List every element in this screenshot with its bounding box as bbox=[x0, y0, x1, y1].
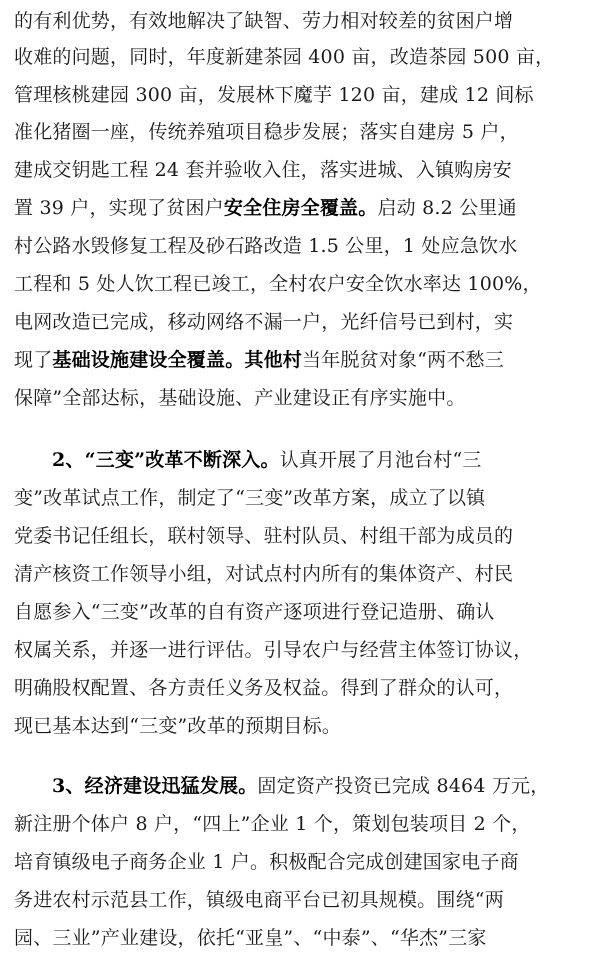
text-run: 当年脱贫对象“两不愁三 bbox=[302, 349, 504, 371]
text-line bbox=[52, 440, 588, 480]
text-line bbox=[14, 918, 588, 958]
text-line bbox=[14, 188, 588, 228]
text-line bbox=[14, 842, 588, 882]
text-run: 保障”全部达标，基础设施、产业建设正有序实施中。 bbox=[14, 387, 466, 409]
text-line bbox=[14, 112, 588, 152]
text-run: 权属关系，并逐一进行评估。引导农户与经营主体签订协议， bbox=[14, 639, 533, 661]
text-line bbox=[14, 668, 588, 708]
text-line bbox=[14, 554, 588, 594]
text-line bbox=[14, 378, 588, 418]
text-line bbox=[52, 766, 588, 806]
text-run: 置 39 户，实现了贫困户 bbox=[14, 197, 224, 219]
bold-text: 2、“三变”改革不断深入。 bbox=[52, 449, 280, 471]
text-run: 现了 bbox=[14, 349, 53, 371]
text-line bbox=[14, 37, 588, 77]
text-run: 准化猪圈一座，传统养殖项目稳步发展；落实自建房 5 户， bbox=[14, 121, 519, 143]
text-line bbox=[14, 804, 588, 844]
text-run: 自愿参入“三变”改革的自有资产逐项进行登记造册、确认 bbox=[14, 601, 495, 623]
text-line bbox=[14, 150, 588, 190]
text-run: 村公路水毁修复工程及砂石路改造 1.5 公里，1 处应急饮水 bbox=[14, 235, 518, 257]
text-line bbox=[14, 478, 588, 518]
text-run: 固定资产投资已完成 8464 万元， bbox=[257, 775, 550, 797]
text-run: 管理核桃建园 300 亩，发展林下魔芋 120 亩，建成 12 间标 bbox=[14, 84, 534, 106]
text-run: 务进农村示范县工作，镇级电商平台已初具规模。围绕“两 bbox=[14, 889, 504, 911]
text-line bbox=[14, 340, 588, 380]
text-line bbox=[14, 592, 588, 632]
text-line bbox=[14, 302, 588, 342]
text-line bbox=[14, 75, 588, 115]
text-run: 工程和 5 处人饮工程已竣工，全村农户安全饮水率达 100%， bbox=[14, 273, 542, 295]
text-run: 培育镇级电子商务企业 1 户。积极配合完成创建国家电子商 bbox=[14, 851, 519, 873]
text-line bbox=[14, 264, 588, 304]
text-run: 新注册个体户 8 户，“四上”企业 1 个，策划包装项目 2 个， bbox=[14, 813, 531, 835]
text-line bbox=[14, 516, 588, 556]
text-run: 党委书记任组长，联村领导、驻村队员、村组干部为成员的 bbox=[14, 525, 514, 547]
text-run: 建成交钥匙工程 24 套并验收入住，落实进城、入镇购房安 bbox=[14, 159, 512, 181]
text-run: 电网改造已完成，移动网络不漏一户，光纤信号已到村，实 bbox=[14, 311, 514, 333]
text-run: 明确股权配置、各方责任义务及权益。得到了群众的认可， bbox=[14, 677, 514, 699]
bold-text: 基础设施建设全覆盖。其他村 bbox=[52, 349, 303, 371]
text-run: 园、三业”产业建设，依托“亚皇”、“中泰”、“华杰”三家 bbox=[14, 927, 487, 949]
text-line bbox=[14, 880, 588, 920]
text-run: 收难的问题，同时，年度新建茶园 400 亩，改造茶园 500 亩， bbox=[14, 46, 555, 68]
bold-text: 3、经济建设迅猛发展。 bbox=[52, 775, 258, 797]
bold-text: 安全住房全覆盖。 bbox=[223, 197, 378, 219]
text-run: 的有利优势，有效地解决了缺智、劳力相对较差的贫困户增 bbox=[14, 10, 514, 32]
text-line bbox=[14, 630, 588, 670]
text-line bbox=[14, 226, 588, 266]
text-run: 现已基本达到“三变”改革的预期目标。 bbox=[14, 715, 342, 737]
text-run: 认真开展了月池台村“三 bbox=[279, 449, 482, 471]
text-run: 启动 8.2 公里通 bbox=[377, 197, 517, 219]
text-run: 清产核资工作领导小组，对试点村内所有的集体资产、村民 bbox=[14, 563, 514, 585]
text-line bbox=[14, 1, 588, 41]
text-run: 变”改革试点工作，制定了“三变”改革方案，成立了以镇 bbox=[14, 487, 486, 509]
text-line bbox=[14, 706, 588, 746]
